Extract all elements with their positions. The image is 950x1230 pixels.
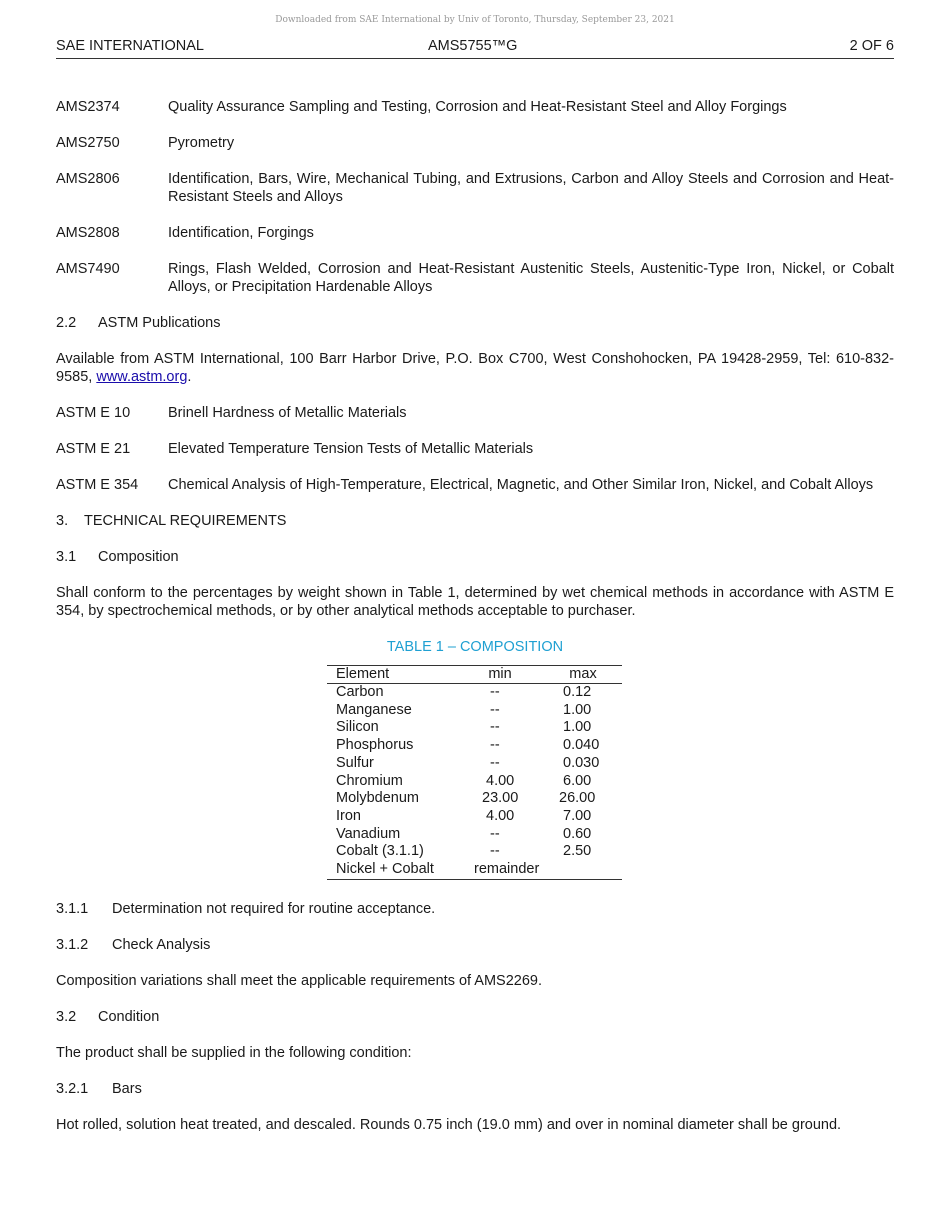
header-doc-id: AMS5755™G <box>428 38 518 54</box>
reference-desc: Quality Assurance Sampling and Testing, Corrosion and Heat-Resistant Steel and Alloy Forgings <box>168 99 787 115</box>
cell-max: 26.00 <box>559 790 596 807</box>
reference-desc: Brinell Hardness of Metallic Materials <box>168 405 407 421</box>
astm-website-link[interactable]: www.astm.org <box>96 369 188 385</box>
reference-desc: Pyrometry <box>168 135 235 151</box>
cell-min: -- <box>490 737 500 754</box>
reference-code: AMS2750 <box>56 135 120 151</box>
page-content <box>56 98 894 1152</box>
table-row <box>327 773 622 791</box>
cell-element: Manganese <box>336 701 412 718</box>
section-title: Condition <box>98 1008 160 1025</box>
reference-item <box>56 134 894 152</box>
section-number: 3.2.1 <box>56 1080 89 1097</box>
section-title: TECHNICAL REQUIREMENTS <box>84 513 287 529</box>
section-heading-3-1-2 <box>56 936 894 954</box>
table-row <box>327 719 622 737</box>
reference-code: ASTM E 21 <box>56 441 131 457</box>
reference-item <box>56 224 894 242</box>
reference-code: AMS2808 <box>56 225 120 241</box>
cell-min: -- <box>490 843 500 860</box>
table-row <box>327 826 622 844</box>
paragraph-text: Available from ASTM International, 100 Barr Harbor Drive, P.O. Box C700, West Conshohocken, PA 19428-2959, Tel: 610-832-9585, <box>56 351 894 385</box>
cell-max: 1.00 <box>563 719 592 736</box>
cell-max: 1.00 <box>563 701 592 718</box>
table-row <box>327 684 622 702</box>
table-row <box>327 702 622 720</box>
reference-item <box>56 476 894 494</box>
cell-min: -- <box>490 684 500 700</box>
cell-element: Nickel + Cobalt <box>336 861 434 878</box>
cell-max: 6.00 <box>563 772 592 789</box>
cell-min: 4.00 <box>486 772 515 789</box>
section-heading-3-2-1 <box>56 1080 894 1098</box>
cell-element: Cobalt (3.1.1) <box>336 843 424 860</box>
table-row <box>327 861 622 879</box>
section-heading-3-1 <box>56 548 894 566</box>
table-row <box>327 808 622 826</box>
header-page-number: 2 OF 6 <box>849 38 894 54</box>
cell-min: 23.00 <box>482 790 519 807</box>
cell-max: 0.030 <box>563 754 600 771</box>
reference-item <box>56 440 894 458</box>
cell-min: 4.00 <box>486 807 515 824</box>
section-number: 3. <box>56 513 69 529</box>
reference-item <box>56 404 894 422</box>
reference-item <box>56 170 894 206</box>
cell-element: Sulfur <box>336 754 374 771</box>
cell-max <box>544 861 622 879</box>
reference-item <box>56 98 894 116</box>
section-title: Bars <box>112 1080 142 1097</box>
cell-min: remainder <box>474 861 540 878</box>
cell-element: Silicon <box>336 719 379 736</box>
download-watermark: Downloaded from SAE International by Univ of Toronto, Thursday, September 23, 2021 <box>275 15 675 25</box>
cell-min: -- <box>490 701 500 718</box>
table-header-row <box>327 666 622 684</box>
reference-code: AMS2806 <box>56 171 120 187</box>
cell-min: -- <box>490 719 500 736</box>
table-title: TABLE 1 – COMPOSITION <box>386 639 564 655</box>
composition-table <box>327 665 622 880</box>
reference-desc: Rings, Flash Welded, Corrosion and Heat-Resistant Austenitic Steels, Austenitic-Type Iron, Nickel, or Cobalt Alloys, or Precipitation Hardenable Alloys <box>168 261 894 295</box>
cell-max: 2.50 <box>563 843 592 860</box>
cell-min: -- <box>490 825 500 842</box>
section-title: ASTM Publications <box>98 315 221 331</box>
table-row <box>327 737 622 755</box>
bars-paragraph: Hot rolled, solution heat treated, and descaled. Rounds 0.75 inch (19.0 mm) and over in nominal diameter shall be ground. <box>56 1116 842 1133</box>
section-title: Composition <box>98 549 179 565</box>
page-header <box>56 38 894 59</box>
column-header-max: max <box>544 666 622 684</box>
column-header-element: Element <box>327 666 456 684</box>
section-number: 3.1.1 <box>56 900 89 917</box>
condition-paragraph: The product shall be supplied in the following condition: <box>56 1044 412 1061</box>
section-number: 3.1 <box>56 549 77 565</box>
check-analysis-paragraph: Composition variations shall meet the applicable requirements of AMS2269. <box>56 972 543 989</box>
column-header-min: min <box>456 666 544 684</box>
table-row <box>327 843 622 861</box>
cell-element: Iron <box>336 807 361 824</box>
table-row <box>327 790 622 808</box>
reference-code: AMS7490 <box>56 261 120 277</box>
section-number: 3.2 <box>56 1008 77 1025</box>
reference-code: ASTM E 354 <box>56 477 139 493</box>
header-org: SAE INTERNATIONAL <box>56 38 204 54</box>
cell-max: 0.60 <box>563 825 592 842</box>
reference-desc: Identification, Forgings <box>168 225 314 241</box>
cell-element: Chromium <box>336 772 403 789</box>
reference-item <box>56 260 894 296</box>
section-heading-3-1-1 <box>56 900 894 918</box>
cell-element: Carbon <box>336 684 384 700</box>
cell-min: -- <box>490 754 500 771</box>
cell-max: 0.040 <box>563 737 600 754</box>
astm-availability-paragraph <box>56 350 894 386</box>
cell-element: Molybdenum <box>336 790 420 807</box>
section-title: Determination not required for routine acceptance. <box>112 900 436 917</box>
paragraph-end: . <box>187 369 192 385</box>
cell-max: 7.00 <box>563 807 592 824</box>
composition-paragraph: Shall conform to the percentages by weight shown in Table 1, determined by wet chemical methods in accordance with ASTM E 354, by spectrochemical methods, or by other analytical methods acceptable to purchaser. <box>56 585 894 619</box>
cell-element: Vanadium <box>336 825 401 842</box>
section-number: 3.1.2 <box>56 936 89 953</box>
reference-code: ASTM E 10 <box>56 405 131 421</box>
reference-code: AMS2374 <box>56 99 120 115</box>
table-row <box>327 755 622 773</box>
reference-desc: Identification, Bars, Wire, Mechanical Tubing, and Extrusions, Carbon and Alloy Steels and Corrosion and Heat-Resistant Steels and Alloys <box>168 171 894 205</box>
reference-desc: Elevated Temperature Tension Tests of Metallic Materials <box>168 441 534 457</box>
section-heading-2-2 <box>56 314 894 332</box>
section-number: 2.2 <box>56 315 77 331</box>
section-title: Check Analysis <box>112 936 211 953</box>
reference-desc: Chemical Analysis of High-Temperature, Electrical, Magnetic, and Other Similar Iron, Nickel, and Cobalt Alloys <box>168 477 874 493</box>
section-heading-3 <box>56 512 894 530</box>
section-heading-3-2 <box>56 1008 894 1026</box>
cell-element: Phosphorus <box>336 737 414 754</box>
cell-max: 0.12 <box>563 684 592 700</box>
